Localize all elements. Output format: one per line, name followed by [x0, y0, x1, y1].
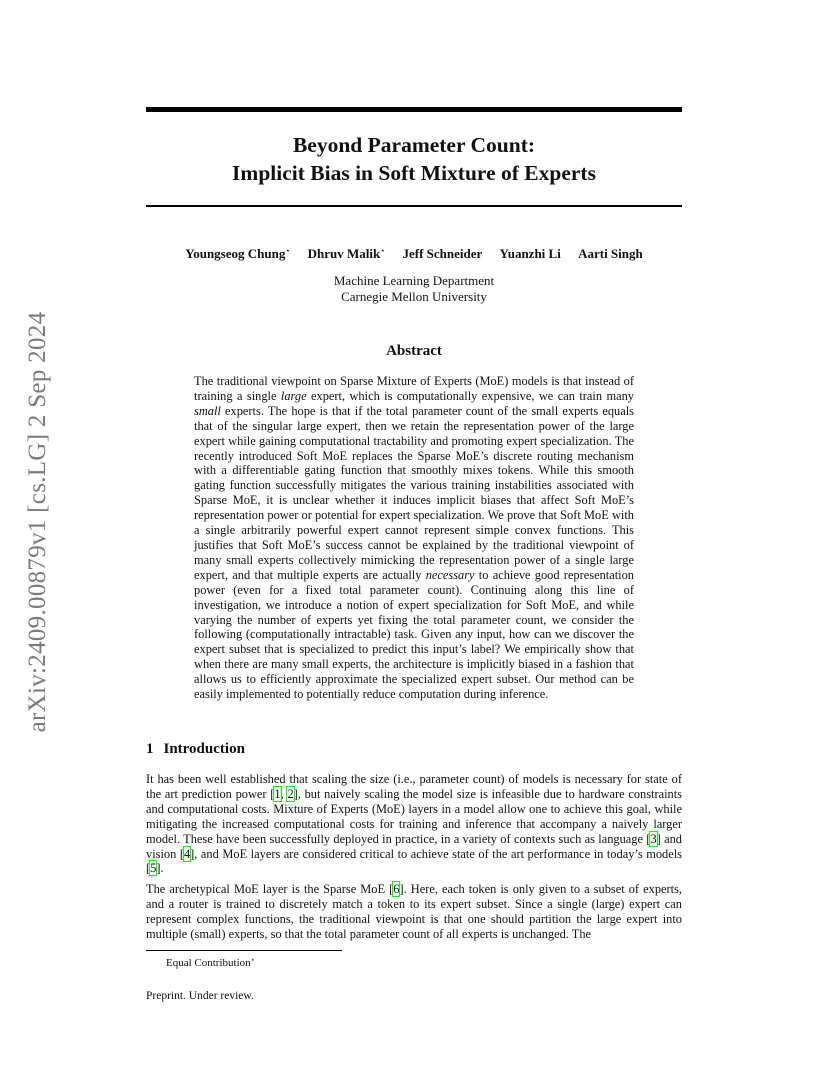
- title-line-1: Beyond Parameter Count:: [292, 133, 536, 157]
- introduction-body: [146, 772, 682, 948]
- paragraph: It has been well established that scaling the size (i.e., parameter count) of models is necessary for state of the art prediction power [1, 2], but naively scaling the model size is infeasible due to hardware constraints and computational costs. Mixture of Experts (MoE) layers in a model allow one to achieve this goal, while mitigating the increased computational costs for training and inference that accompany a naively larger model. These have been successfully deployed in practice, in a variety of contexts such as language [3] and vision [4], and MoE layers are considered critical to achieve state of the art performance in today’s models [5].: [146, 772, 683, 876]
- author-name: Dhruv Malik⋆: [307, 246, 386, 261]
- author-name: Aarti Singh: [578, 246, 643, 261]
- abstract-heading: Abstract: [386, 343, 442, 359]
- footnote: Equal Contribution⋆: [166, 956, 256, 969]
- citation-link[interactable]: 2: [287, 786, 294, 801]
- author-name: Youngseog Chung⋆: [185, 246, 291, 261]
- citation-link[interactable]: 6: [393, 882, 400, 897]
- footnote-rule: [146, 950, 342, 951]
- title-line-2: Implicit Bias in Soft Mixture of Experts: [232, 161, 596, 185]
- emphasis: small: [194, 403, 221, 418]
- title-bottom-rule: [146, 205, 682, 207]
- paper-title: [146, 131, 682, 187]
- affiliation-department: Machine Learning Department: [333, 273, 495, 288]
- author-name: Jeff Schneider: [402, 246, 483, 261]
- section-number: 1: [146, 741, 154, 757]
- citation-link[interactable]: 4: [183, 846, 191, 861]
- citation-link[interactable]: 1: [274, 786, 281, 801]
- author-list: [146, 242, 682, 263]
- affiliation-university: Carnegie Mellon University: [341, 288, 487, 304]
- citation-link[interactable]: 3: [650, 831, 657, 846]
- paragraph: The archetypical MoE layer is the Sparse MoE [6]. Here, each token is only given to a subset of experts, and a router is trained to discretely match a token to its expert subset. Since a single (large) expert can represent complex functions, the traditional viewpoint is that one should partition the large expert into multiple (small) experts, so that the total parameter count of all experts is unchanged. The: [146, 882, 682, 942]
- author-name: Yuanzhi Li: [499, 246, 561, 261]
- arxiv-identifier-stamp: arXiv:2409.00879v1 [cs.LG] 2 Sep 2024: [24, 311, 51, 733]
- section-title: Introduction: [163, 741, 245, 757]
- emphasis: necessary: [425, 567, 475, 582]
- preprint-note: Preprint. Under review.: [146, 990, 254, 1002]
- title-top-rule: [146, 107, 682, 112]
- abstract-text: The traditional viewpoint on Sparse Mixture of Experts (MoE) models is that instead of training a single large expert, which is computationally expensive, we can train many small experts. The hope is that if the total parameter count of the small experts equals that of the singular large expert, then we retain the representation power of the large expert while gaining computational tractability and promoting expert specialization. The recently introduced Soft MoE replaces the Sparse MoE’s discrete routing mechanism with a differentiable gating function that smoothly mixes tokens. While this smooth gating function successfully mitigates the various training instabilities associated with Sparse MoE, it is unclear whether it induces implicit biases that affect Soft MoE’s representation power or potential for expert specialization. We prove that Soft MoE with a single arbitrarily powerful expert cannot represent simple convex functions. This justifies that Soft MoE’s success cannot be explained by the traditional viewpoint of many small experts collectively mimicking the representation power of a single large expert, and that multiple experts are actually necessary to achieve good representation power (even for a fixed total parameter count). Continuing along this line of investigation, we introduce a notion of expert specialization for Soft MoE, and while varying the number of experts yet fixing the total parameter count, we consider the following (computationally intractable) task. Given any input, how can we discover the expert subset that is specialized to predict this input’s label? We empirically show that when there are many small experts, the architecture is implicitly biased in a fashion that allows us to efficiently approximate the specialized expert subset. Our method can be easily implemented to potentially reduce computation during inference.: [194, 374, 634, 702]
- section-heading-introduction: [146, 739, 245, 759]
- emphasis: large: [280, 388, 307, 403]
- affiliation: [146, 273, 682, 304]
- citation-link[interactable]: 5: [150, 861, 157, 876]
